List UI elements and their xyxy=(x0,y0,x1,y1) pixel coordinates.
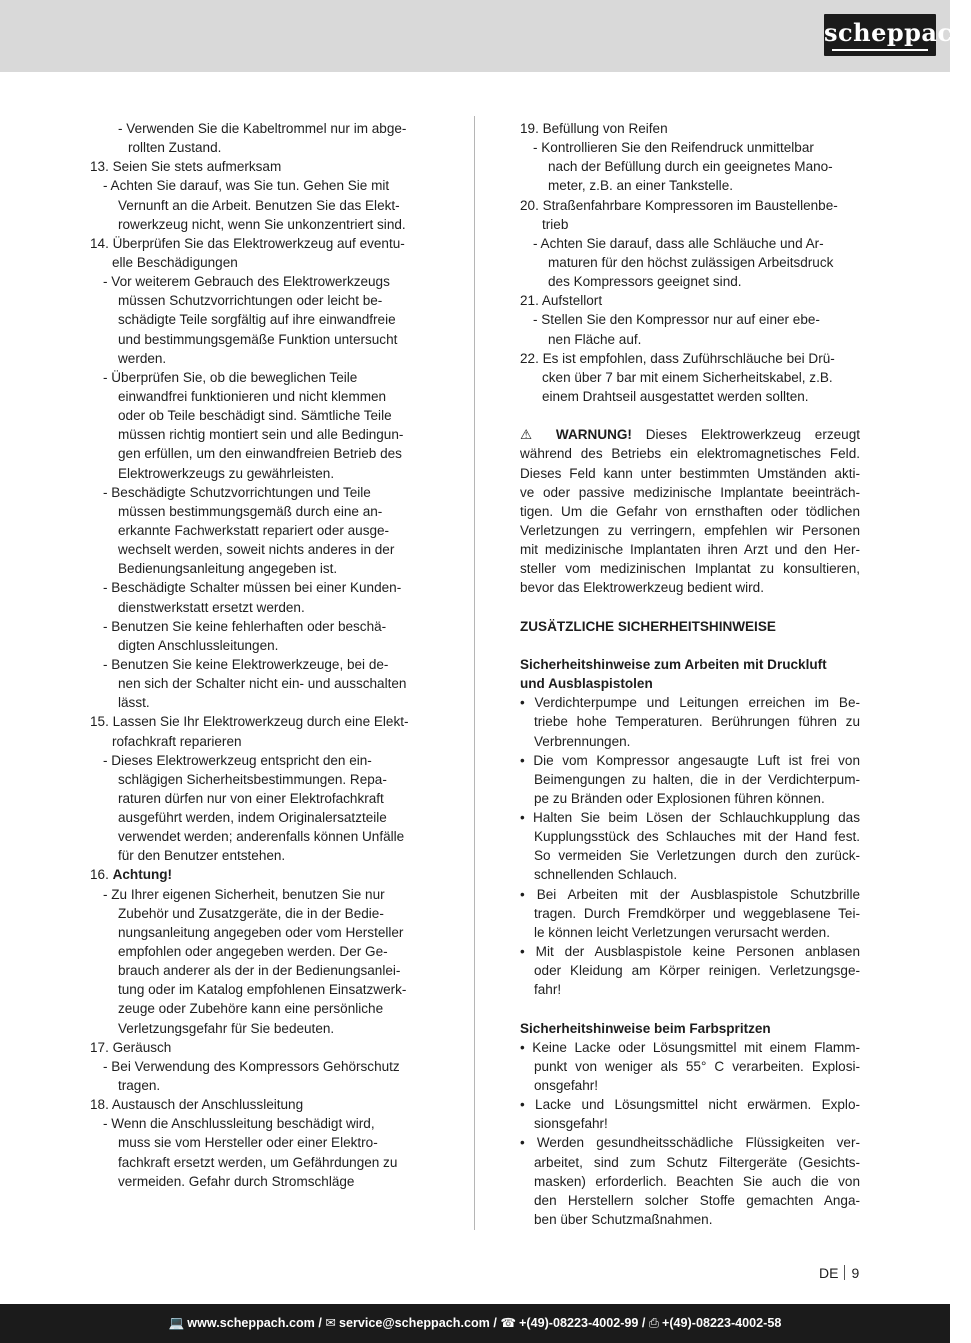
line-text: Verbrennungen. xyxy=(534,733,631,749)
line-text: - Benutzen Sie keine fehlerhaften oder beschä- xyxy=(103,618,387,634)
line-text: ben über Schutzmaßnahmen. xyxy=(534,1212,713,1228)
line-text: nach der Befüllung durch ein geeignetes Mano- xyxy=(548,159,833,175)
line-text: verwendet werden; anderenfalls können Unfälle xyxy=(118,829,405,845)
line-text: für den Benutzer entstehen. xyxy=(118,848,286,864)
text-line xyxy=(520,157,860,176)
line-text: brauch anderer als der in der Bedienungsanlei- xyxy=(118,963,401,979)
text-line xyxy=(520,138,860,157)
line-text: cken über 7 bar mit einem Sicherheitskabel, z.B. xyxy=(542,369,833,385)
line-text: - Wenn die Anschlussleitung beschädigt wird, xyxy=(103,1116,375,1132)
line-text: wechselt werden, soweit nichts anderes in der xyxy=(118,542,395,558)
text-line xyxy=(90,1038,432,1057)
line-text: 21. Aufstellort xyxy=(520,293,603,309)
line-text: pe zu Bränden oder Explosionen führen können. xyxy=(534,790,825,806)
text-line xyxy=(520,961,860,980)
line-text: triebe hohe Temperaturen. Berührungen führen zu xyxy=(534,714,860,730)
footer-contact xyxy=(0,1304,950,1343)
footer-website[interactable]: www.scheppach.com xyxy=(187,1316,315,1330)
mail-icon: ✉ xyxy=(325,1316,336,1330)
line-text: - Kontrollieren Sie den Reifendruck unmittelbar xyxy=(533,140,814,156)
bold-text: Achtung! xyxy=(112,867,173,883)
line-text: masken) erforderlich. Beachten Sie auch die von xyxy=(534,1173,860,1189)
line-text: - Zu Ihrer eigenen Sicherheit, benutzen Sie nur xyxy=(103,886,385,902)
text-line xyxy=(520,1191,860,1210)
text-line xyxy=(520,1057,860,1076)
text-line xyxy=(520,980,860,999)
text-line xyxy=(520,1095,860,1114)
footer-email[interactable]: service@scheppach.com xyxy=(338,1316,490,1330)
line-text: tragen. xyxy=(118,1078,161,1094)
line-text: 20. Straßenfahrbare Kompressoren im Baustellenbe- xyxy=(520,197,838,213)
scheppach-logo: scheppach xyxy=(824,14,936,56)
line-text: nungsanleitung angegeben oder vom Hersteller xyxy=(118,924,404,940)
right-column xyxy=(520,119,860,1229)
paragraph-gap xyxy=(520,406,860,425)
line-text: schädigte Teile sorgfältig auf ihre einwandfreie xyxy=(118,312,396,328)
line-text: werden. xyxy=(118,350,167,366)
line-text: 19. Befüllung von Reifen xyxy=(520,121,668,136)
text-line xyxy=(520,176,860,195)
line-text: lässt. xyxy=(118,695,150,711)
line-text: Elektrowerkzeugs zu gewährleisten. xyxy=(118,465,335,481)
line-text: den Herstellern solcher Stoffe gemachten Anga- xyxy=(534,1192,860,1208)
text-line xyxy=(90,138,432,157)
text-line xyxy=(90,732,432,751)
text-line xyxy=(520,789,860,808)
text-line xyxy=(520,291,860,310)
text-line xyxy=(90,1019,432,1038)
text-line xyxy=(520,674,860,693)
computer-icon: 💻 xyxy=(168,1316,185,1330)
text-line xyxy=(90,483,432,502)
text-line xyxy=(520,827,860,846)
line-text: rofachkraft reparieren xyxy=(112,733,242,749)
page-number-value: 9 xyxy=(851,1265,860,1281)
line-text: einem Drahtseil ausgestattet werden sollten. xyxy=(542,388,809,404)
line-text: 13. Seien Sie stets aufmerksam xyxy=(90,159,282,175)
warning-label: ⚠ WARNUNG! xyxy=(520,427,632,443)
text-line xyxy=(520,732,860,751)
line-text: Beimengungen zu halten, die in der Verdichterpum- xyxy=(534,771,860,787)
line-text: fahr! xyxy=(534,982,562,998)
left-column xyxy=(90,119,432,1191)
footer-fax: +(49)-08223-4002-58 xyxy=(662,1316,782,1330)
line-text: sionsgefahr! xyxy=(534,1116,608,1132)
text-line xyxy=(90,751,432,770)
line-text: oder Kleidung am Körper reinigen. Verletzungsge- xyxy=(534,963,860,979)
text-line xyxy=(90,1095,432,1114)
text-line xyxy=(90,349,432,368)
text-line xyxy=(90,770,432,789)
footer-separator: / xyxy=(489,1316,501,1330)
text-line xyxy=(520,1210,860,1229)
column-divider xyxy=(474,116,475,1230)
line-text: • Die vom Kompressor angesaugte Luft ist frei von xyxy=(520,752,860,768)
line-text: trieb xyxy=(542,216,569,232)
line-text: - Vor weiterem Gebrauch des Elektrowerkzeugs xyxy=(103,274,390,290)
text-line xyxy=(520,712,860,731)
line-text: steller vom medizinischen Implantat zu konsultieren, xyxy=(520,561,860,577)
line-text: muss sie vom Hersteller oder einer Elektro- xyxy=(118,1135,378,1151)
text-line xyxy=(520,578,860,597)
page-language: DE xyxy=(819,1265,839,1281)
line-text: 14. Überprüfen Sie das Elektrowerkzeug auf eventu- xyxy=(90,235,405,251)
line-text: tragen. Durch Fremdkörper und weggeblasene Tei- xyxy=(534,905,860,921)
footer-phone: +(49)-08223-4002-99 xyxy=(519,1316,639,1330)
line-text: und bestimmungsgemäße Funktion untersucht xyxy=(118,331,398,347)
line-text: - Achten Sie darauf, was Sie tun. Gehen Sie mit xyxy=(103,178,390,194)
line-text: rowerkzeug nicht, wenn Sie unkonzentriert sind. xyxy=(118,216,406,232)
line-text: maturen für den höchst zulässigen Arbeitsdruck xyxy=(548,254,834,270)
text-line xyxy=(90,636,432,655)
text-line xyxy=(90,425,432,444)
text-line xyxy=(520,885,860,904)
line-text: 22. Es ist empfohlen, dass Zuführschläuche bei Drü- xyxy=(520,350,835,366)
line-text: bevor das Elektrowerkzeug bedient wird. xyxy=(520,580,764,596)
text-line xyxy=(90,291,432,310)
text-line xyxy=(90,310,432,329)
paragraph-gap xyxy=(520,999,860,1018)
line-text: nen sich der Schalter nicht ein- und ausschalten xyxy=(118,676,407,692)
text-line xyxy=(520,942,860,961)
line-text: vermeiden. Gefahr durch Stromschläge xyxy=(118,1173,355,1189)
text-line xyxy=(90,846,432,865)
text-line xyxy=(90,559,432,578)
line-text: nen Fläche auf. xyxy=(548,331,642,347)
text-line xyxy=(90,904,432,923)
text-line xyxy=(90,865,432,884)
line-text: onsgefahr! xyxy=(534,1078,599,1094)
line-text: 18. Austausch der Anschlussleitung xyxy=(90,1097,304,1113)
line-text: empfohlen oder angegeben werden. Der Ge- xyxy=(118,944,388,960)
text-line xyxy=(520,923,860,942)
line-text: Verletzungsgefahr für Sie bedeuten. xyxy=(118,1020,335,1036)
line-text: Zubehör und Zusatzgeräte, die in der Bedie- xyxy=(118,905,384,921)
text-line xyxy=(90,789,432,808)
line-text: zeuge oder Zubehöre kann eine persönliche xyxy=(118,1001,384,1017)
text-line xyxy=(90,1133,432,1152)
line-text: des Kompressors geeignet sind. xyxy=(548,274,742,290)
line-text: müssen Schutzvorrichtungen oder leicht be- xyxy=(118,293,383,309)
text-line xyxy=(520,1114,860,1133)
text-line xyxy=(90,444,432,463)
text-line xyxy=(90,176,432,195)
text-line xyxy=(90,272,432,291)
bold-text: ZUSÄTZLICHE SICHERHEITSHINWEISE xyxy=(520,618,776,634)
text-line xyxy=(90,885,432,904)
line-text: ausgeführt werden, indem Originalersatzteile xyxy=(118,810,387,826)
text-line xyxy=(90,368,432,387)
line-text: • Verdichterpumpe und Leitungen erreichen im Be- xyxy=(520,695,860,711)
text-line xyxy=(520,1019,860,1038)
text-line xyxy=(90,1172,432,1191)
line-text: rollten Zustand. xyxy=(128,140,222,156)
line-text: erkannte Fachwerkstatt repariert oder ausge- xyxy=(118,522,390,538)
text-line xyxy=(520,1133,860,1152)
text-line xyxy=(520,483,860,502)
text-line xyxy=(520,693,860,712)
line-text: - Bei Verwendung des Kompressors Gehörschutz xyxy=(103,1058,400,1074)
text-line xyxy=(520,502,860,521)
line-text: 15. Lassen Sie Ihr Elektrowerkzeug durch eine Elekt- xyxy=(90,714,409,730)
text-line xyxy=(90,693,432,712)
line-text: gen erfüllen, um den einwandfreien Betrieb des xyxy=(118,446,402,462)
text-line xyxy=(520,1153,860,1172)
line-text: tigen. Um die Gefahr von ernsthaften oder tödlichen xyxy=(520,503,860,519)
text-line xyxy=(520,540,860,559)
line-text: So vermeiden Sie Verletzungen durch den zurück- xyxy=(534,848,860,864)
text-line xyxy=(520,330,860,349)
text-line xyxy=(520,904,860,923)
line-text: 16. xyxy=(90,867,113,883)
bold-text: Sicherheitshinweise beim Farbspritzen xyxy=(520,1020,771,1036)
text-line xyxy=(520,1038,860,1057)
text-line xyxy=(90,196,432,215)
text-line xyxy=(520,751,860,770)
text-line xyxy=(90,808,432,827)
line-text: ve oder passive medizinische Implantate beeinträch- xyxy=(520,484,860,500)
text-line xyxy=(520,368,860,387)
text-line xyxy=(90,502,432,521)
line-text: fachkraft ersetzt werden, um Gefährdungen zu xyxy=(118,1154,398,1170)
line-text: Kupplungsstück des Schlauches mit der Hand fest. xyxy=(534,829,860,845)
text-line xyxy=(90,1153,432,1172)
text-line xyxy=(520,808,860,827)
line-text: dienstwerkstatt ersetzt werden. xyxy=(118,599,305,615)
footer-bar xyxy=(0,1304,950,1343)
line-text: schnellenden Schlauch. xyxy=(534,867,678,883)
text-line xyxy=(520,521,860,540)
line-text: Bedienungsanleitung angegeben ist. xyxy=(118,561,338,577)
line-text: - Beschädigte Schutzvorrichtungen und Teile xyxy=(103,484,371,500)
page-number-separator xyxy=(844,1265,845,1280)
line-text: • Mit der Ausblaspistole keine Personen anblasen xyxy=(520,944,860,960)
line-text: während des Betriebs ein elektromagnetisches Feld. xyxy=(520,446,860,462)
line-text: - Dieses Elektrowerkzeug entspricht den ein- xyxy=(103,752,372,768)
bold-text: Sicherheitshinweise zum Arbeiten mit Druckluft xyxy=(520,656,827,672)
line-text: mit medizinische Implantaten ihren Arzt und den Her- xyxy=(520,542,860,558)
text-line xyxy=(90,234,432,253)
line-text: digten Anschlussleitungen. xyxy=(118,637,279,653)
line-text: schlägigen Sicherheitsbestimmungen. Repa- xyxy=(118,771,387,787)
line-text: • Keine Lacke oder Lösungsmittel mit einem Flamm- xyxy=(520,1039,860,1055)
line-text: elle Beschädigungen xyxy=(112,254,238,270)
text-line xyxy=(520,310,860,329)
text-line xyxy=(90,406,432,425)
footer-separator: / xyxy=(638,1316,649,1330)
text-line xyxy=(90,330,432,349)
page-number xyxy=(819,1264,859,1282)
line-text: meter, z.B. an einer Tankstelle. xyxy=(548,178,733,194)
text-line xyxy=(90,598,432,617)
text-line xyxy=(520,444,860,463)
line-text: - Beschädigte Schalter müssen bei einer Kunden- xyxy=(103,580,402,596)
line-text: müssen richtig montiert sein und alle Bedingun- xyxy=(118,427,404,443)
text-line xyxy=(90,980,432,999)
line-text: 17. Geräusch xyxy=(90,1039,172,1055)
text-line xyxy=(520,655,860,674)
text-line xyxy=(90,253,432,272)
paragraph-gap xyxy=(520,598,860,617)
text-line xyxy=(520,272,860,291)
text-line xyxy=(90,827,432,846)
line-text: müssen bestimmungsgemäß durch eine an- xyxy=(118,503,383,519)
text-line xyxy=(520,464,860,483)
text-line xyxy=(90,119,432,138)
fax-icon: ⎙ xyxy=(648,1316,659,1330)
text-line xyxy=(90,387,432,406)
text-line xyxy=(90,157,432,176)
text-line xyxy=(520,559,860,578)
text-line xyxy=(520,349,860,368)
text-line xyxy=(90,578,432,597)
line-text: • Bei Arbeiten mit der Ausblaspistole Schutzbrille xyxy=(520,886,860,902)
text-line xyxy=(90,215,432,234)
text-line xyxy=(90,961,432,980)
text-line xyxy=(520,846,860,865)
line-text: - Überprüfen Sie, ob die beweglichen Teile xyxy=(103,369,358,385)
line-text: le können leicht Verletzungen verursacht werden. xyxy=(534,924,830,940)
line-text: - Stellen Sie den Kompressor nur auf einer ebe- xyxy=(533,312,820,328)
line-text: • Werden gesundheitsschädliche Flüssigkeiten ver- xyxy=(520,1135,860,1151)
text-line xyxy=(90,1114,432,1133)
line-text: oder ob Teile beschädigt sind. Sämtliche Teile xyxy=(118,408,392,424)
line-text: • Lacke und Lösungsmittel nicht erwärmen. Explo- xyxy=(520,1097,860,1113)
text-line xyxy=(520,425,860,444)
line-text: • Halten Sie beim Lösen der Schlauchkupplung das xyxy=(520,810,860,826)
line-text: tung oder im Katalog empfohlenen Einsatzwerk- xyxy=(118,982,407,998)
bold-text: und Ausblaspistolen xyxy=(520,676,653,692)
text-line xyxy=(90,942,432,961)
text-line xyxy=(90,464,432,483)
text-line xyxy=(90,712,432,731)
text-line xyxy=(520,234,860,253)
line-text: - Verwenden Sie die Kabeltrommel nur im abge- xyxy=(118,121,407,136)
text-line xyxy=(520,253,860,272)
line-text: arbeitet, sind zum Schutz Filtergeräte (Gesichts- xyxy=(534,1154,860,1170)
text-line xyxy=(520,617,860,636)
text-line xyxy=(520,196,860,215)
text-line xyxy=(520,387,860,406)
text-line xyxy=(520,770,860,789)
line-text: Verletzungen zu verringern, empfehlen wir Personen xyxy=(520,522,860,538)
line-text: raturen dürfen nur von einer Elektrofachkraft xyxy=(118,790,384,806)
text-line xyxy=(90,521,432,540)
text-line xyxy=(90,540,432,559)
line-text: punkt von weniger als 55° C verarbeiten. Explosi- xyxy=(534,1058,860,1074)
text-line xyxy=(90,1057,432,1076)
footer-separator: / xyxy=(314,1316,326,1330)
text-line xyxy=(90,655,432,674)
line-text: einwandfrei funktionieren und nicht klemmen xyxy=(118,388,387,404)
text-line xyxy=(520,865,860,884)
paragraph-gap xyxy=(520,636,860,655)
text-line xyxy=(90,674,432,693)
text-line xyxy=(520,1076,860,1095)
line-text: - Benutzen Sie keine Elektrowerkzeuge, bei de- xyxy=(103,656,389,672)
header-bar xyxy=(0,0,971,72)
text-line xyxy=(90,923,432,942)
line-text: Dieses Feld kann unter bestimmten Umständen akti- xyxy=(520,465,860,481)
text-line xyxy=(90,999,432,1018)
text-line xyxy=(520,215,860,234)
text-line xyxy=(90,1076,432,1095)
line-text: Dieses Elektrowerkzeug erzeugt xyxy=(631,427,860,443)
line-text: - Achten Sie darauf, dass alle Schläuche und Ar- xyxy=(533,235,824,251)
text-line xyxy=(90,617,432,636)
line-text: Vernunft an die Arbeit. Benutzen Sie das Elekt- xyxy=(118,197,400,213)
text-line xyxy=(520,119,860,138)
phone-icon: ☎ xyxy=(500,1316,517,1330)
text-line xyxy=(520,1172,860,1191)
